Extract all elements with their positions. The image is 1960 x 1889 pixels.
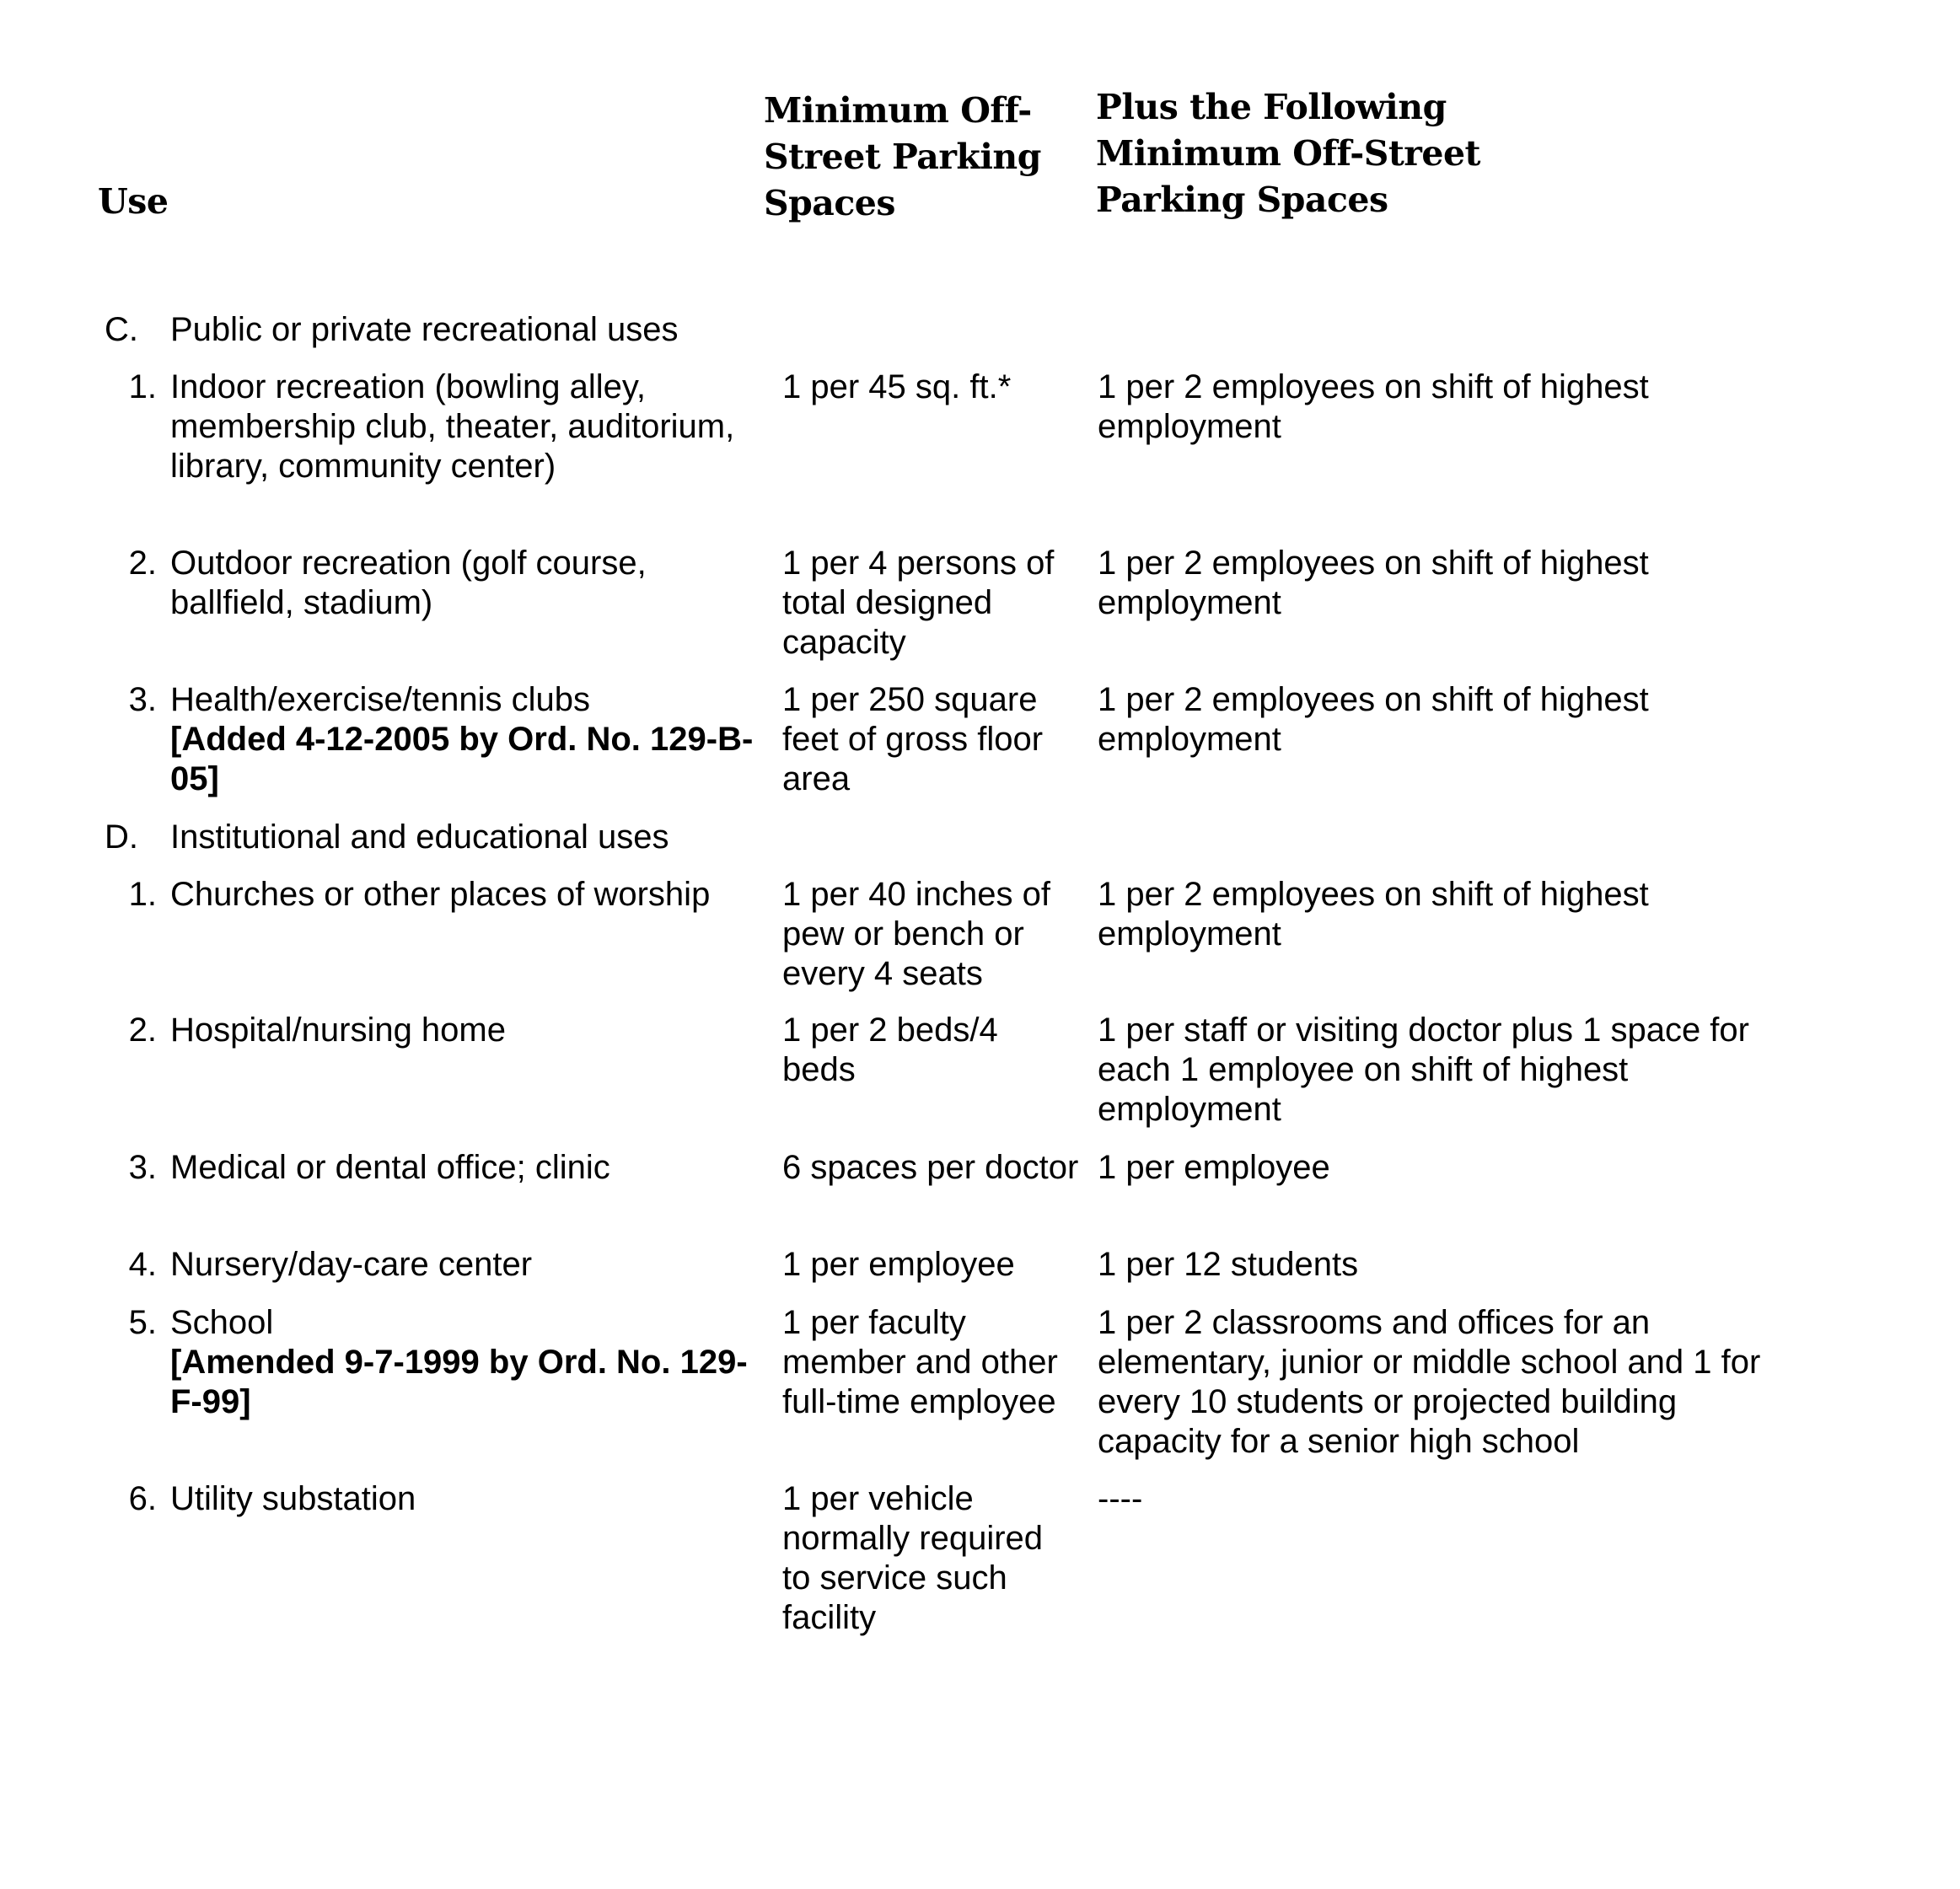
header-minimum-line: Street Parking [764, 137, 1041, 177]
minimum-text: 1 per faculty member and other full-time employee [782, 1304, 1058, 1420]
use-text: School [170, 1304, 274, 1341]
section-title: Institutional and educational uses [170, 818, 669, 856]
plus-text: ---- [1098, 1480, 1143, 1517]
header-plus-line: Parking Spaces [1096, 180, 1388, 220]
minimum-text: 1 per 4 persons of total designed capacity [782, 545, 1055, 661]
item-number: 2. [128, 1012, 157, 1049]
plus-text: 1 per 2 employees on shift of highest employment [1098, 545, 1649, 621]
plus-cell [1098, 368, 1772, 447]
minimum-cell [782, 1303, 1079, 1422]
use-cell [170, 875, 760, 915]
amendment-note: [Added 4-12-2005 by Ord. No. 129-B-05] [170, 721, 754, 797]
use-cell [170, 544, 760, 623]
use-cell [170, 1479, 760, 1519]
plus-text: 1 per 2 employees on shift of highest employment [1098, 681, 1649, 758]
plus-cell [1098, 1303, 1772, 1462]
minimum-text: 1 per 250 square feet of gross floor area [782, 681, 1044, 797]
use-cell [170, 1011, 760, 1050]
use-text: Indoor recreation (bowling alley, membership club, theater, auditorium, library, community center) [170, 368, 735, 485]
minimum-cell [782, 875, 1079, 994]
item-number: 1. [128, 876, 157, 913]
plus-text: 1 per 2 employees on shift of highest employment [1098, 876, 1649, 953]
minimum-text: 1 per employee [782, 1246, 1015, 1283]
header-minimum-line: Minimum Off- [764, 90, 1032, 131]
minimum-cell [782, 544, 1079, 663]
plus-cell [1098, 1479, 1772, 1519]
minimum-text: 6 spaces per doctor [782, 1149, 1079, 1186]
plus-cell [1098, 680, 1772, 759]
section-letter: C. [105, 311, 138, 348]
plus-text: 1 per employee [1098, 1149, 1330, 1186]
minimum-text: 1 per 2 beds/4 beds [782, 1012, 998, 1088]
header-minimum-spaces [764, 88, 1041, 227]
item-number: 3. [128, 681, 157, 718]
minimum-text: 1 per 45 sq. ft.* [782, 368, 1012, 405]
plus-cell [1098, 875, 1772, 954]
minimum-cell [782, 680, 1079, 799]
header-use [98, 179, 168, 225]
item-number: 2. [128, 545, 157, 582]
plus-text: 1 per staff or visiting doctor plus 1 space for each 1 employee on shift of highest employment [1098, 1012, 1749, 1128]
use-text: Hospital/nursing home [170, 1012, 506, 1049]
minimum-cell [782, 368, 1079, 407]
minimum-cell [782, 1011, 1079, 1090]
use-text: Churches or other places of worship [170, 876, 711, 913]
use-cell [170, 1245, 760, 1285]
minimum-text: 1 per 40 inches of pew or bench or every 4 seats [782, 876, 1050, 992]
minimum-cell [782, 1245, 1079, 1285]
plus-cell [1098, 1011, 1772, 1130]
item-number: 6. [128, 1480, 157, 1517]
use-text: Health/exercise/tennis clubs [170, 681, 591, 718]
use-text: Outdoor recreation (golf course, ballfield, stadium) [170, 545, 647, 621]
use-cell [170, 368, 760, 486]
item-number: 1. [128, 368, 157, 405]
minimum-cell [782, 1148, 1079, 1188]
plus-cell [1098, 544, 1772, 623]
use-cell [170, 680, 760, 799]
minimum-cell [782, 1479, 1079, 1638]
plus-text: 1 per 12 students [1098, 1246, 1359, 1283]
item-number: 4. [128, 1246, 157, 1283]
plus-text: 1 per 2 classrooms and offices for an elementary, junior or middle school and 1 for every 10 students or projected building capacity for a senior high school [1098, 1304, 1761, 1460]
header-plus-spaces [1096, 84, 1480, 223]
plus-cell [1098, 1148, 1772, 1188]
use-text: Medical or dental office; clinic [170, 1149, 610, 1186]
use-text: Nursery/day-care center [170, 1246, 533, 1283]
section-title: Public or private recreational uses [170, 311, 679, 348]
amendment-note: [Amended 9-7-1999 by Ord. No. 129-F-99] [170, 1344, 748, 1420]
use-cell [170, 1148, 760, 1188]
plus-cell [1098, 1245, 1772, 1285]
section-letter: D. [105, 818, 138, 856]
item-number: 5. [128, 1304, 157, 1341]
header-use-text: Use [98, 181, 169, 222]
header-minimum-line: Spaces [764, 183, 895, 223]
plus-text: 1 per 2 employees on shift of highest employment [1098, 368, 1649, 445]
item-number: 3. [128, 1149, 157, 1186]
minimum-text: 1 per vehicle normally required to service such facility [782, 1480, 1044, 1636]
header-plus-line: Minimum Off-Street [1096, 133, 1480, 174]
use-text: Utility substation [170, 1480, 416, 1517]
header-plus-line: Plus the Following [1096, 87, 1447, 127]
use-cell [170, 1303, 760, 1422]
